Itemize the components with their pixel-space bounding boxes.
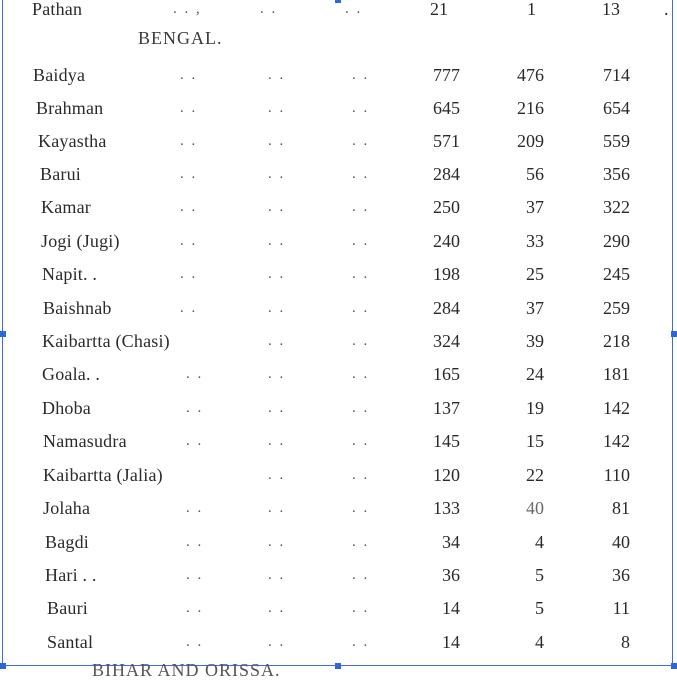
leader-dots: . . [352, 400, 370, 416]
caste-name: Kaibartta (Jalia) [43, 465, 163, 485]
value-col-1: 14 [442, 598, 460, 618]
value-col-2: 216 [517, 98, 544, 118]
leader-dots: . . [352, 166, 370, 182]
leader-dots: . . [268, 567, 286, 583]
value-col-2: 39 [526, 331, 544, 351]
leader-dots: . . [268, 266, 286, 282]
leader-dots: . . [352, 500, 370, 516]
leader-dots: . . [352, 534, 370, 550]
caste-name: Baishnab [43, 298, 112, 318]
leader-dots: . . [352, 233, 370, 249]
value-col-2: 24 [526, 364, 544, 384]
table-row [0, 395, 677, 421]
value-col-2: 209 [517, 131, 544, 151]
table-row [0, 595, 677, 621]
caste-name: Pathan [32, 0, 83, 19]
caste-name: Dhoba [42, 398, 91, 418]
value-col-3: 181 [603, 364, 630, 384]
value-col-3: 322 [603, 197, 630, 217]
value-col-3: 11 [612, 598, 630, 618]
leader-dots: . . [268, 600, 286, 616]
table-row [0, 194, 677, 220]
value-col-1: 145 [433, 431, 460, 451]
leader-dots: . . [186, 400, 204, 416]
value-col-3: 259 [603, 298, 630, 318]
table-row [0, 295, 677, 321]
table-row [0, 261, 677, 287]
caste-name: Bauri [47, 598, 88, 618]
value-col-3: 245 [603, 264, 630, 284]
leader-dots: . . [186, 634, 204, 650]
leader-dots: . . [268, 199, 286, 215]
table-row [0, 328, 677, 354]
value-col-3: 559 [603, 131, 630, 151]
value-col-3: 13 [602, 0, 620, 19]
value-col-2: 22 [526, 465, 544, 485]
table-row [0, 128, 677, 154]
value-col-3: 356 [603, 164, 630, 184]
value-col-3: 142 [603, 398, 630, 418]
value-col-1: 777 [433, 65, 460, 85]
caste-name: Namasudra [43, 431, 127, 451]
leader-dots: . . [268, 67, 286, 83]
value-col-3: 714 [603, 65, 630, 85]
leader-dots: . . [268, 100, 286, 116]
value-col-2: 40 [526, 498, 544, 518]
value-col-1: 137 [433, 398, 460, 418]
leader-dots: . . [352, 100, 370, 116]
value-col-3: 218 [603, 331, 630, 351]
leader-dots: . . [352, 266, 370, 282]
leader-dots: . . [345, 1, 363, 17]
leader-dots: . . [186, 600, 204, 616]
value-col-2: 37 [526, 197, 544, 217]
section-heading: BENGAL. [138, 28, 223, 48]
value-col-1: 284 [433, 298, 460, 318]
leader-dots: . . [352, 133, 370, 149]
value-col-2: 4 [535, 532, 544, 552]
value-col-2: 476 [517, 65, 544, 85]
leader-dots: . . [180, 67, 198, 83]
value-col-2: 25 [526, 264, 544, 284]
value-col-3: 36 [612, 565, 630, 585]
leader-dots: . . [268, 400, 286, 416]
leader-dots: . . , [173, 1, 202, 17]
leader-dots: . . [268, 333, 286, 349]
value-col-3: 81 [612, 498, 630, 518]
value-col-1: 571 [433, 131, 460, 151]
leader-dots: . . [352, 366, 370, 382]
leader-dots: . . [352, 199, 370, 215]
value-col-3: 110 [603, 465, 630, 485]
value-col-2: 37 [526, 298, 544, 318]
next-section-heading-partial: BIHAR AND ORISSA. [92, 660, 281, 680]
leader-dots: . . [268, 500, 286, 516]
leader-dots: . . [186, 500, 204, 516]
value-col-1: 36 [442, 565, 460, 585]
caste-name: Jogi (Jugi) [41, 231, 120, 251]
value-col-1: 133 [433, 498, 460, 518]
caste-name: Kamar [41, 197, 91, 217]
table-row [0, 495, 677, 521]
value-col-1: 645 [433, 98, 460, 118]
value-col-1: 21 [430, 0, 448, 19]
leader-dots: . . [180, 199, 198, 215]
value-col-2: 5 [535, 565, 544, 585]
leader-dots: . . [180, 166, 198, 182]
caste-name: Hari . . [45, 565, 97, 585]
table-row [0, 428, 677, 454]
leader-dots: . . [268, 133, 286, 149]
value-col-2: 56 [526, 164, 544, 184]
value-col-3: 290 [603, 231, 630, 251]
leader-dots: . . [268, 366, 286, 382]
value-col-1: 120 [433, 465, 460, 485]
table-row [0, 629, 677, 655]
value-col-1: 324 [433, 331, 460, 351]
caste-name: Brahman [36, 98, 104, 118]
leader-dots: . . [260, 1, 278, 17]
value-col-2: 15 [526, 431, 544, 451]
value-col-2: 33 [526, 231, 544, 251]
leader-dots: . . [352, 634, 370, 650]
value-col-1: 34 [442, 532, 460, 552]
leader-dots: . . [180, 266, 198, 282]
leader-dots: . . [352, 467, 370, 483]
caste-name: Kayastha [38, 131, 107, 151]
caste-name: Jolaha [43, 498, 91, 518]
leader-dots: . . [186, 366, 204, 382]
table-row [0, 529, 677, 555]
table-row [0, 361, 677, 387]
leader-dots: . . [186, 567, 204, 583]
trailing-mark: . [664, 0, 669, 19]
value-col-3: 142 [603, 431, 630, 451]
leader-dots: . . [180, 133, 198, 149]
table-row [0, 161, 677, 187]
value-col-2: 5 [535, 598, 544, 618]
value-col-2: 19 [526, 398, 544, 418]
leader-dots: . . [268, 534, 286, 550]
value-col-1: 165 [433, 364, 460, 384]
value-col-3: 654 [603, 98, 630, 118]
leader-dots: . . [268, 300, 286, 316]
caste-name: Goala. . [42, 364, 101, 384]
value-col-3: 40 [612, 532, 630, 552]
leader-dots: . . [268, 634, 286, 650]
leader-dots: . . [352, 300, 370, 316]
value-col-2: 4 [535, 632, 544, 652]
caste-name: Bagdi [45, 532, 89, 552]
caste-name: Barui [40, 164, 81, 184]
leader-dots: . . [186, 534, 204, 550]
value-col-2: 1 [527, 0, 536, 19]
value-col-1: 284 [433, 164, 460, 184]
leader-dots: . . [352, 333, 370, 349]
leader-dots: . . [180, 100, 198, 116]
leader-dots: . . [352, 433, 370, 449]
table-row-pathan [0, 0, 677, 22]
table-row [0, 95, 677, 121]
caste-name: Kaibartta (Chasi) [42, 331, 170, 351]
caste-name: Napit. . [42, 264, 98, 284]
caste-name: Santal [47, 632, 94, 652]
value-col-1: 14 [442, 632, 460, 652]
leader-dots: . . [268, 233, 286, 249]
leader-dots: . . [186, 433, 204, 449]
value-col-1: 240 [433, 231, 460, 251]
value-col-1: 198 [433, 264, 460, 284]
leader-dots: . . [268, 467, 286, 483]
table-row [0, 228, 677, 254]
leader-dots: . . [268, 433, 286, 449]
leader-dots: . . [180, 300, 198, 316]
leader-dots: . . [268, 166, 286, 182]
leader-dots: . . [352, 67, 370, 83]
caste-name: Baidya [33, 65, 86, 85]
table-row [0, 562, 677, 588]
leader-dots: . . [352, 600, 370, 616]
leader-dots: . . [352, 567, 370, 583]
value-col-1: 250 [433, 197, 460, 217]
value-col-3: 8 [621, 632, 630, 652]
leader-dots: . . [180, 233, 198, 249]
table-row [0, 62, 677, 88]
table-row [0, 462, 677, 488]
